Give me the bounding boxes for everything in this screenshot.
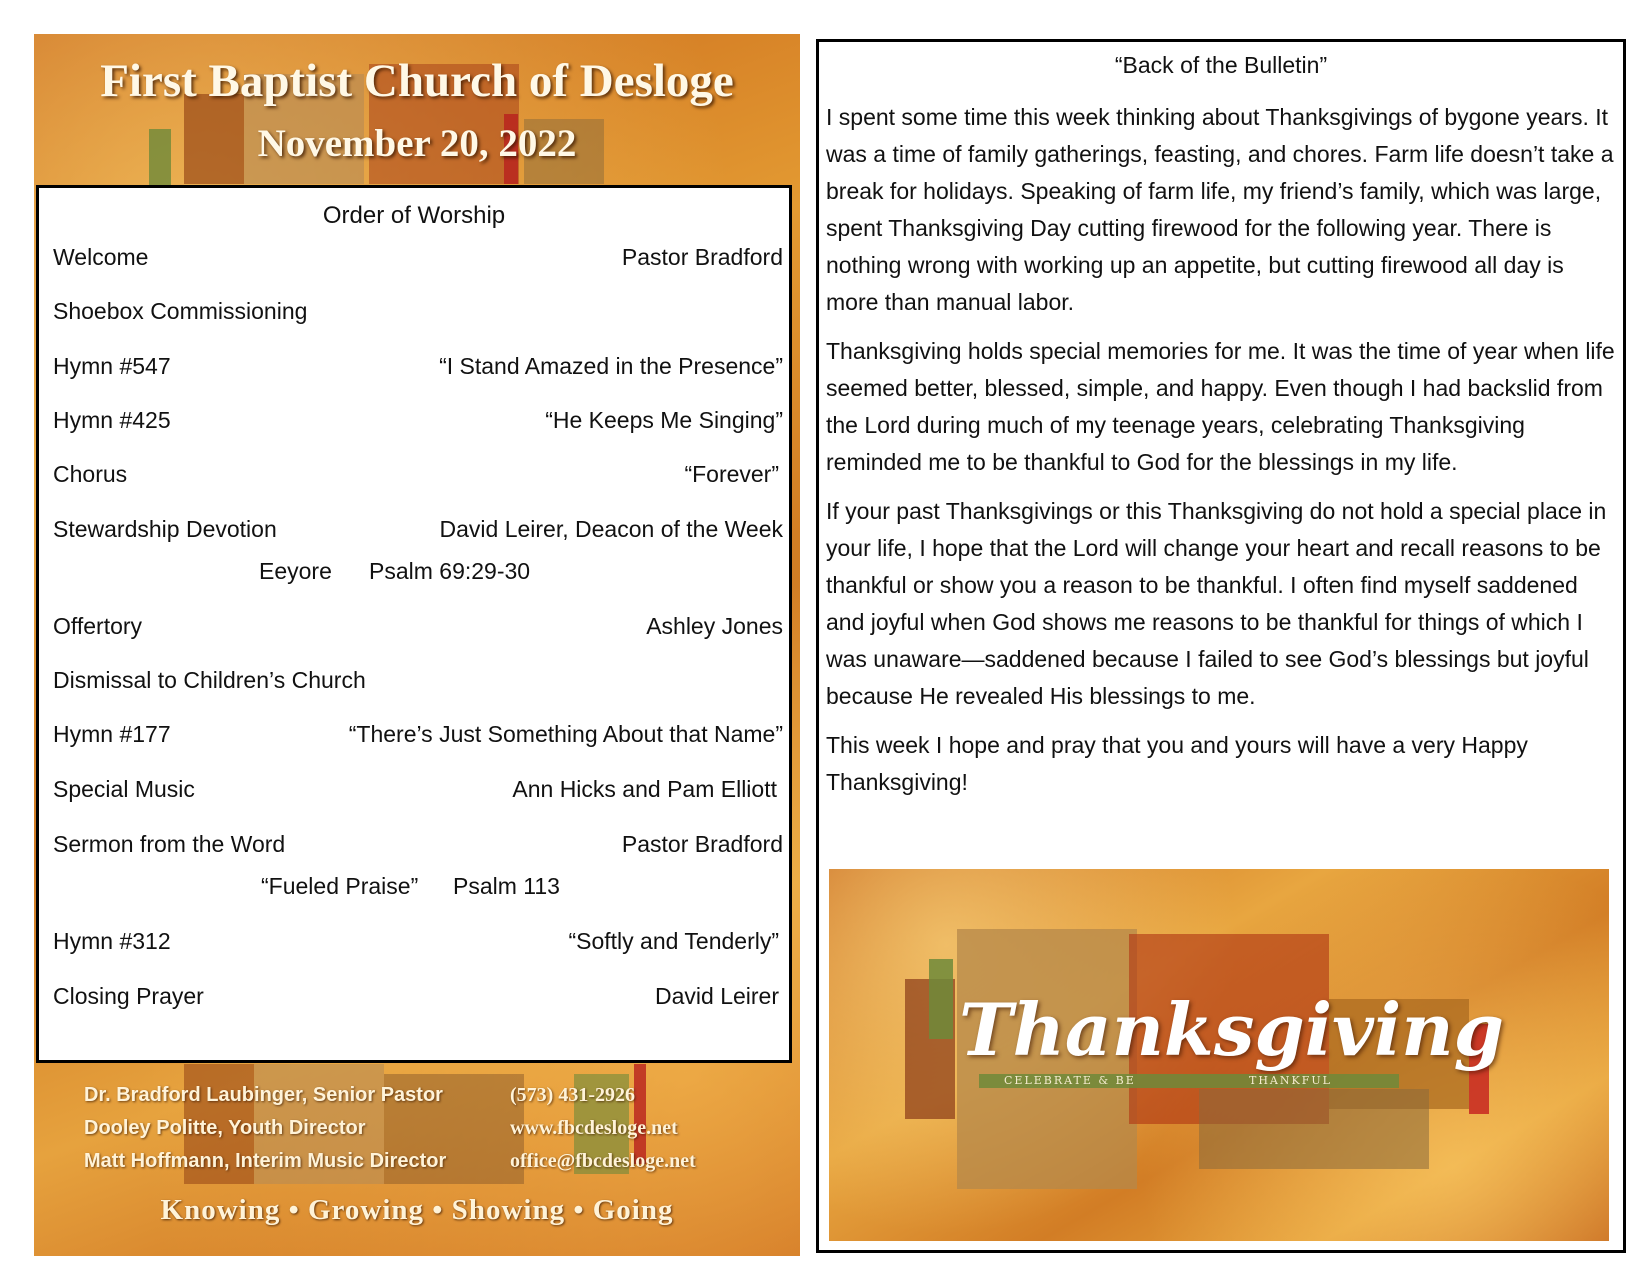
worship-item [53,407,783,437]
worship-item-detail: “I Stand Amazed in the Presence” [439,353,783,379]
worship-item-label: Special Music [53,776,195,802]
worship-item-label: Stewardship Devotion [53,516,277,542]
worship-item [53,831,783,861]
worship-item-detail: “There’s Just Something About that Name” [348,721,783,747]
worship-item-detail: “Softly and Tenderly” [568,928,779,954]
worship-item [53,298,783,328]
article-body [826,99,1616,813]
worship-item-detail: David Leirer, Deacon of the Week [439,516,783,542]
worship-item-detail: Ashley Jones [646,613,783,639]
worship-item [53,244,783,274]
autumn-photo-block [1199,1089,1429,1169]
worship-item [53,613,783,643]
bulletin-front-panel [34,34,800,1256]
thanksgiving-graphic [829,869,1609,1241]
devotion-scripture: Psalm 69:29-30 [369,558,531,584]
thanksgiving-wordmark: Thanksgiving [959,987,1504,1072]
devotion-subline [53,558,783,588]
tagline-right: THANKFUL [1249,1074,1332,1087]
worship-item-label: Closing Prayer [53,983,204,1009]
worship-item [53,928,783,958]
worship-item-label: Welcome [53,244,149,270]
worship-item [53,667,783,697]
church-motto: Knowing • Growing • Showing • Going [160,1194,674,1226]
worship-item [53,516,783,546]
worship-item [53,776,783,806]
worship-item-label: Shoebox Commissioning [53,298,308,324]
email-link[interactable]: office@fbcdesloge.net [510,1150,696,1172]
worship-item-detail: Pastor Bradford [621,244,783,270]
worship-item-detail: “He Keeps Me Singing” [545,407,783,433]
staff-line: Dr. Bradford Laubinger, Senior Pastor [84,1084,443,1106]
worship-item-label: Dismissal to Children’s Church [53,667,366,693]
devotion-title: Eeyore [259,558,332,584]
phone-number: (573) 431-2926 [510,1084,635,1106]
church-name: First Baptist Church of Desloge [100,55,734,107]
staff-line: Matt Hoffmann, Interim Music Director [84,1150,447,1172]
sermon-scripture: Psalm 113 [453,873,560,899]
worship-item [53,983,783,1013]
worship-item-label: Hymn #312 [53,928,171,954]
contact-info [510,1079,696,1178]
order-of-worship-heading: Order of Worship [322,202,506,229]
worship-item [53,353,783,383]
worship-item-detail: Ann Hicks and Pam Elliott [512,776,777,802]
worship-item-detail: Pastor Bradford [621,831,783,857]
worship-item [53,461,783,491]
worship-item-detail: David Leirer [655,983,779,1009]
article-paragraph: This week I hope and pray that you and yours will have a very Happy Thanksgiving! [826,732,1528,795]
sermon-subline [53,873,783,903]
worship-item-label: Hymn #177 [53,721,171,747]
worship-item-label: Offertory [53,613,143,639]
bulletin-date: November 20, 2022 [257,122,577,165]
sermon-title: “Fueled Praise” [261,873,419,899]
worship-item-label: Chorus [53,461,128,487]
worship-item-label: Sermon from the Word [53,831,286,857]
worship-item-label: Hymn #425 [53,407,171,433]
article-paragraph: If your past Thanksgivings or this Thanksgiving do not hold a special place in your life, I hope that the Lord will change your heart and recall reasons to be thankful or show you a reason to be thankful. I often find myself saddened and joyful when God shows me reasons to be thankful for things of which I was unaware—saddened because I failed to see God’s blessings but joyful because He revealed His blessings to me. [826,498,1607,709]
website-link[interactable]: www.fbcdesloge.net [510,1117,678,1139]
article-title: “Back of the Bulletin” [1114,52,1328,78]
worship-item-detail: “Forever” [684,461,779,487]
staff-list [84,1079,446,1178]
staff-line: Dooley Politte, Youth Director [84,1117,366,1139]
worship-item [53,721,783,751]
order-of-worship-box [36,185,792,1063]
worship-item-label: Hymn #547 [53,353,171,379]
tagline-left: CELEBRATE & BE [1004,1074,1136,1087]
autumn-photo-block [929,959,953,1039]
article-paragraph: Thanksgiving holds special memories for me. It was the time of year when life seemed better, blessed, simple, and happy. Even though I had backslid from the Lord during much of my teenage years, celebrating Thanksgiving reminded me to be thankful to God for the blessings in my life. [826,338,1615,475]
bulletin-back-panel [816,39,1626,1253]
article-paragraph: I spent some time this week thinking about Thanksgivings of bygone years. It was a time of family gatherings, feasting, and chores. Farm life doesn’t take a break for holidays. Speaking of farm life, my friend’s family, which was large, spent Thanksgiving Day cutting firewood for the following year. There is nothing wrong with working up an appetite, but cutting firewood all day is more than manual labor. [826,104,1614,315]
